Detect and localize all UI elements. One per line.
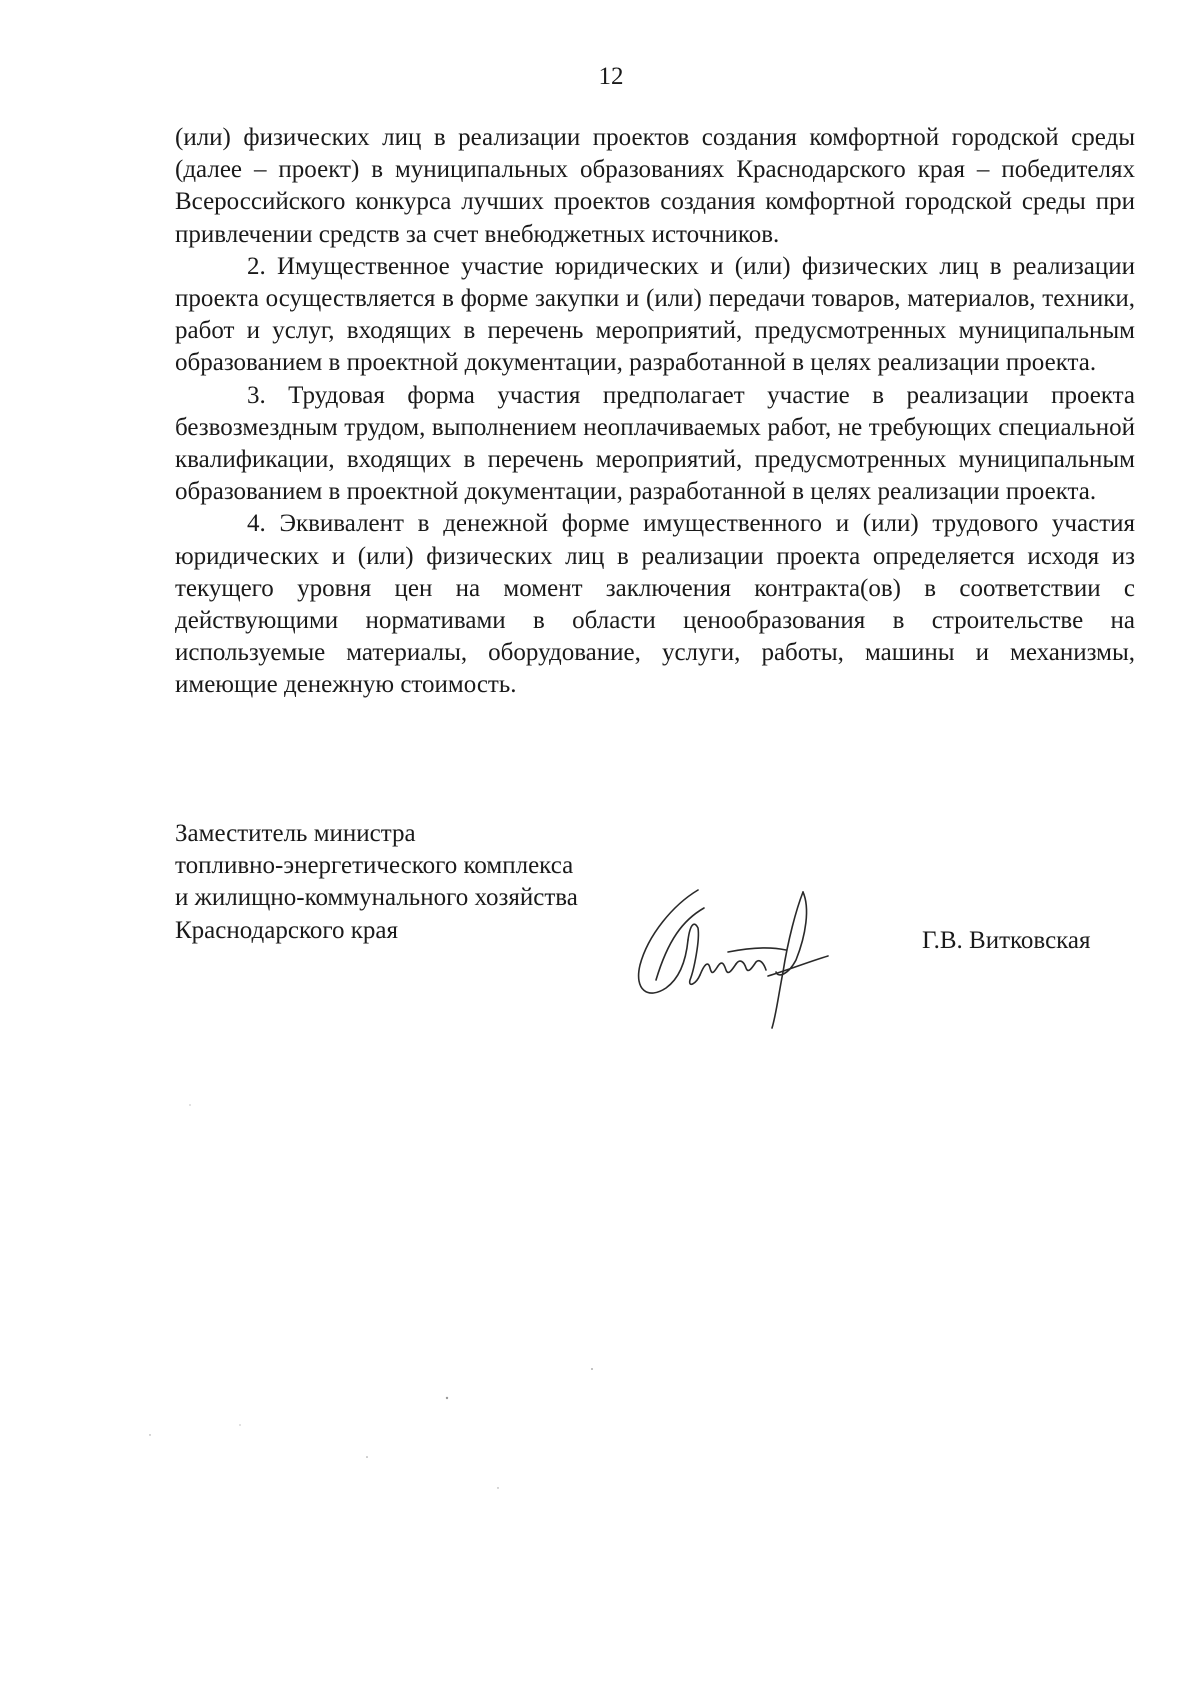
signatory-name: Г.В. Витковская <box>922 927 1091 954</box>
signatory-title-line: Краснодарского края <box>175 916 398 944</box>
signatory-title-line: Заместитель министра <box>175 820 416 847</box>
paragraph-3: 3. Трудовая форма участия предполагает участие в реализации проекта безвозмездным трудом, выполнением неоплачиваемых работ, не требующих специальной квалификации, входящих в перечень мероприятий, предусмотренных муниципальным образованием в проектной документации, разработанной в целях реализации проекта. <box>175 381 1135 506</box>
paragraph-continuation: (или) физических лиц в реализации проектов создания комфортной городской среды (далее – проект) в муниципальных образованиях Краснодарского края – победителях Всероссийского конкурса лучших проектов создания комфортной городской среды при привлечении средств за счет внебюджетных источников. <box>175 124 1135 248</box>
handwritten-signature <box>628 880 868 1030</box>
signatory-title <box>175 818 578 947</box>
signatory-title-line: и жилищно-коммунального хозяйства <box>175 884 578 912</box>
document-body <box>175 122 1135 702</box>
signatory-title-line: топливно-энергетического комплекса <box>175 852 574 880</box>
paragraph-4: 4. Эквивалент в денежной форме имущественного и (или) трудового участия юридических и (или) физических лиц в реализации проекта определяется исходя из текущего уровня цен на момент заключения контракта(ов) в соответствии с действующими нормативами в области ценообразования в строительстве на используемые материалы, оборудование, услуги, работы, машины и механизмы, имеющие денежную стоимость. <box>175 510 1135 699</box>
paragraph-2: 2. Имущественное участие юридических и (или) физических лиц в реализации проекта осуществляется в форме закупки и (или) передачи товаров, материалов, техники, работ и услуг, входящих в перечень мероприятий, предусмотренных муниципальным образованием в проектной документации, разработанной в целях реализации проекта. <box>175 252 1135 377</box>
page-number: 12 <box>598 63 624 90</box>
